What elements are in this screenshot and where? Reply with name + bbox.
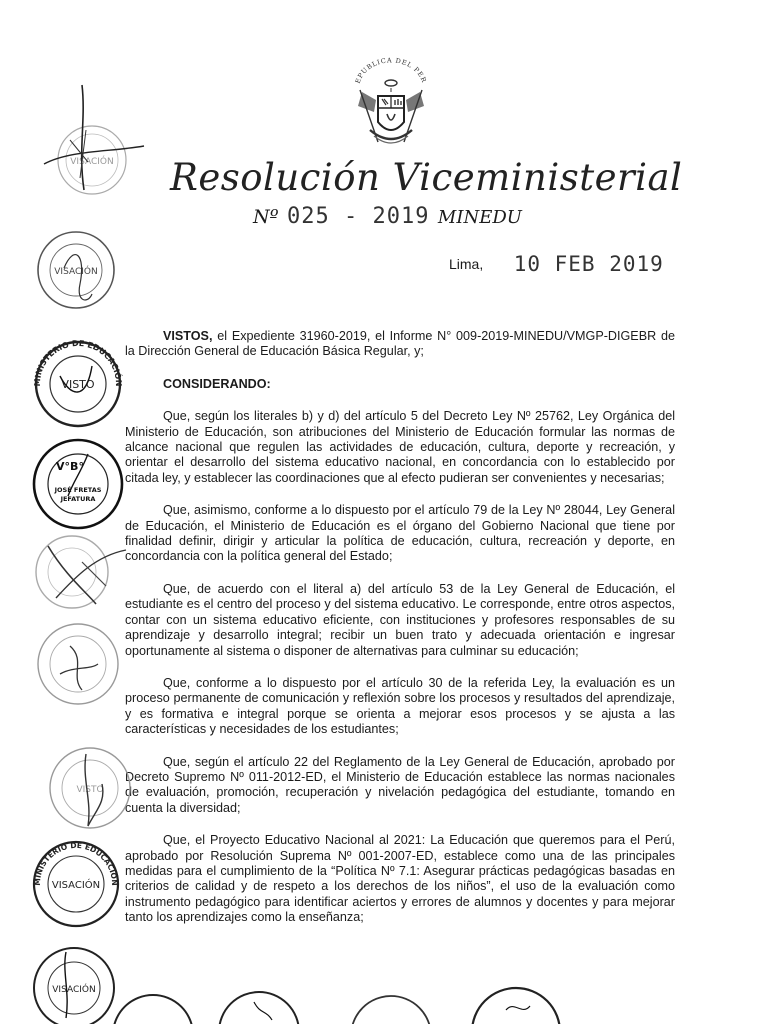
svg-text:V°B°: V°B°: [56, 460, 84, 473]
vistos-paragraph: [125, 329, 675, 360]
peru-coat-of-arms-icon: [348, 52, 434, 152]
resolution-body: [125, 329, 675, 943]
considerando-heading: CONSIDERANDO:: [163, 376, 271, 391]
resolution-title: Resolución Viceministerial: [170, 156, 683, 199]
visacion-stamp-dark: [28, 836, 124, 932]
svg-text:VISACIÓN: VISACIÓN: [54, 267, 98, 277]
visado-stamp-faint: [30, 616, 126, 712]
svg-text:MINISTERIO DE EDUCACIÓN: MINISTERIO DE EDUCACIÓN: [32, 338, 124, 387]
vb-stamp: [28, 434, 128, 534]
visacion-stamp-bottom: [26, 942, 122, 1024]
visacion-stamp: [36, 224, 116, 320]
number-prefix: Nº: [253, 206, 279, 228]
svg-text:VISACIÓN: VISACIÓN: [70, 157, 114, 167]
svg-text:VISTO: VISTO: [61, 378, 95, 391]
considerando-paragraph: Que, de acuerdo con el literal a) del artículo 53 de la Ley General de Educación, el estudiante es el centro del proceso y del sistema educativo. Le corresponde, entre otros aspectos, contar con un sistema educativo eficiente, con instituciones y profesores responsables de su aprendizaje y desarrollo integral; recibir un buen trato y adecuada orientación e ingresar oportunamente al sistema o disponer de alternativas para culminar su educación;: [125, 581, 675, 658]
crossed-stamp: [26, 526, 136, 616]
svg-text:VISTO: VISTO: [76, 785, 104, 795]
considerando-paragraph: Que, según los literales b) y d) del artículo 5 del Decreto Ley Nº 25762, Ley Orgánica del Ministerio de Educación, son atribuciones del Ministerio de Educación formular las normas de alcance nacional que regulen las actividades de educación, cultura, deporte y recreación, y orientar el desarrollo del sistema educativo nacional, en concordancia con lo establecido por citada ley, y establecer las coordinaciones que al efecto pudieran ser convenientes y necesarias;: [125, 409, 675, 485]
bottom-stamp-2: [214, 984, 304, 1024]
svg-text:VISACIÓN: VISACIÓN: [51, 880, 101, 891]
bottom-stamp-4: [466, 980, 566, 1024]
number-value: 025 - 2019: [287, 204, 430, 229]
considerando-paragraph: Que, asimismo, conforme a lo dispuesto por el artículo 79 de la Ley Nº 28044, Ley General de Educación, el Ministerio de Educación es el órgano del Gobierno Nacional que tiene por finalidad definir, dirigir y articular la política de educación, cultura, recreación y deporte, en concordancia con la política general del Estado;: [125, 503, 675, 564]
svg-text:VISACIÓN: VISACIÓN: [52, 985, 96, 995]
resolution-number: [253, 204, 522, 229]
vistos-label: VISTOS,: [163, 329, 213, 343]
number-suffix: MINEDU: [437, 207, 522, 228]
bottom-stamp-1: [108, 990, 198, 1024]
svg-text:MINISTERIO DE EDUCACIÓN: MINISTERIO DE EDUCACIÓN: [32, 840, 120, 886]
city-label: Lima,: [449, 256, 484, 272]
svg-text:JEFATURA: JEFATURA: [60, 495, 96, 503]
considerando-paragraph: Que, el Proyecto Educativo Nacional al 2021: La Educación que queremos para el Perú, aprobado por Resolución Suprema Nº 001-2007-ED, establece como una de las principales medidas para el cumplimiento de la “Política Nº 7.1: Asegurar prácticas pedagógicas basadas en criterios de calidad y de respeto a los derechos de los niños”, el uso de la evaluación como instrumento pedagógico para identificar aciertos y errores de alumnos y docentes y para mejorar tanto los aprendizajes como la enseñanza;: [125, 833, 675, 925]
vistos-text: el Expediente 31960-2019, el Informe N° 009-2019-MINEDU/VMGP-DIGEBR de la Dirección General de Educación Básica Regular, y;: [125, 329, 675, 359]
svg-text:JOSÉ FRETAS: JOSÉ FRETAS: [54, 486, 102, 494]
considerando-paragraph: Que, según el artículo 22 del Reglamento de la Ley General de Educación, aprobado por Decreto Supremo Nº 011-2012-ED, el Ministerio de Educación establece las normas nacionales de evaluación, promoción, recuperación y nivelación pedagógica del estudiante, tomando en cuenta la diversidad;: [125, 754, 675, 815]
svg-text:REPUBLICA DEL PERU: EPUBLICA DEL PER: [353, 56, 429, 85]
visto-stamp: [30, 336, 126, 432]
date-stamp: 10 FEB 2019: [513, 252, 664, 276]
date-line: [449, 252, 664, 276]
considerando-paragraph: Que, conforme a lo dispuesto por el artículo 30 de la referida Ley, la evaluación es un proceso permanente de comunicación y reflexión sobre los procesos y resultados del aprendizaje, y es formativa e integral porque se orienta a mejorar esos procesos y se ajusta a las características y necesidades de los estudiantes;: [125, 675, 675, 737]
bottom-stamp-3: [346, 992, 436, 1024]
signature-stamp-visacion-faint: [40, 80, 150, 200]
